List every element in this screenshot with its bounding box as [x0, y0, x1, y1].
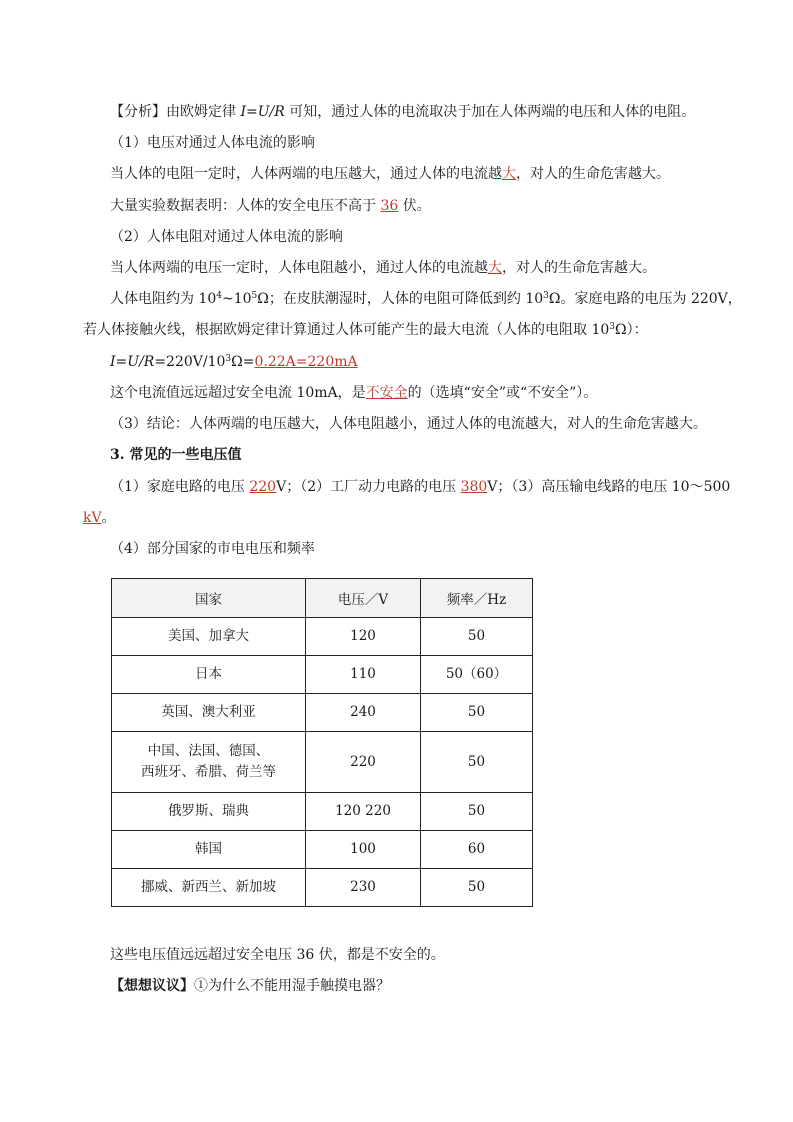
fill-blank-answer: 220 [249, 479, 277, 495]
resistance-text-d: Ω。家庭电路的电压为 220V， [548, 291, 742, 307]
table-row [112, 656, 533, 694]
calc-formula: I=U/R [110, 354, 155, 370]
fill-blank-answer: 大 [488, 260, 502, 276]
common-l2-e: 。 [101, 510, 116, 526]
think-question: ①为什么不能用湿手触摸电器？ [194, 978, 390, 994]
table-cell: 60 [421, 831, 533, 869]
section2-heading: （2）人体电阻对通过人体电流的影响 [110, 229, 343, 245]
table-cell: 美国、加拿大 [112, 618, 306, 656]
section2-line1-post: ，对人的生命危害越大。 [502, 260, 656, 276]
calc-mid: =220V/10 [154, 354, 226, 370]
resistance-text-a: 人体电阻约为 10 [110, 291, 217, 307]
resistance-text-b: ~10 [222, 291, 252, 307]
section1-heading: （1）电压对通过人体电流的影响 [110, 135, 315, 151]
common-l1-d: V；（3）高压输电线路的电压 10～500 [487, 479, 731, 495]
table-cell: 韩国 [112, 831, 306, 869]
table-row [112, 869, 533, 907]
conclusion-line: （3）结论：人体两端的电压越大，人体电阻越小，通过人体的电流越大，对人的生命危害越大。 [110, 416, 707, 432]
table-row [112, 831, 533, 869]
table-cell: 50 [421, 869, 533, 907]
table-cell: 50 [421, 618, 533, 656]
fill-blank-answer: 不安全 [365, 385, 408, 401]
section2-line1-pre: 当人体两端的电压一定时，人体电阻越小，通过人体的电流越 [110, 260, 488, 276]
section2-line3 [83, 320, 648, 340]
table-header-cell: 电压／V [306, 579, 421, 618]
exponent: 5 [251, 291, 258, 301]
table-cell: 50 [421, 793, 533, 831]
calc-intro-a: 若人体接触火线，根据欧姆定律计算通过人体可能产生的最大电流（人体的电阻取 10 [83, 322, 610, 338]
table-row [112, 618, 533, 656]
table-row [112, 694, 533, 732]
voltage-frequency-table [111, 578, 533, 907]
table-cell: 俄罗斯、瑞典 [112, 793, 306, 831]
ohm-formula: I=U/R [240, 104, 285, 120]
common-voltage-line3: （4）部分国家的市电电压和频率 [110, 541, 315, 557]
analysis-line [110, 102, 695, 122]
table-cell: 英国、澳大利亚 [112, 694, 306, 732]
common-voltage-heading: 3. 常见的一些电压值 [110, 447, 242, 463]
table-cell [112, 732, 306, 793]
section2-line5-pre: 这个电流值远远超过安全电流 10mA，是 [110, 385, 366, 401]
section2-line2 [110, 289, 742, 309]
table-header-row [112, 579, 533, 618]
section2-line5 [110, 383, 597, 403]
common-l1-a: （1）家庭电路的电压 [110, 479, 250, 495]
section2-line5-post: 的（选填“安全”或“不安全”）。 [407, 385, 598, 401]
country-line: 西班牙、希腊、荷兰等 [141, 764, 276, 780]
fill-blank-answer: 大 [502, 166, 516, 182]
section1-line1-pre: 当人体的电阻一定时，人体两端的电压越大，通过人体的电流越 [110, 166, 502, 182]
table-header-cell: 国家 [112, 579, 306, 618]
table-cell: 50 [421, 732, 533, 793]
common-voltage-line1 [110, 477, 730, 497]
fill-blank-answer: kV [83, 510, 102, 526]
exponent: 4 [216, 291, 222, 301]
table-cell: 220 [306, 732, 421, 793]
table-cell: 100 [306, 831, 421, 869]
table-cell: 120 [306, 618, 421, 656]
table-header-cell: 频率／Hz [421, 579, 533, 618]
analysis-pre: 由欧姆定律 [166, 104, 241, 120]
common-voltage-line2 [83, 508, 116, 528]
table-row [112, 793, 533, 831]
exponent: 3 [543, 291, 549, 301]
calculation-line [110, 352, 358, 372]
analysis-post: 可知，通过人体的电流取决于加在人体两端的电压和人体的电阻。 [284, 104, 696, 120]
table-cell: 120 220 [306, 793, 421, 831]
table-cell: 50 [421, 694, 533, 732]
table-row [112, 732, 533, 793]
think-tag: 【想想议议】 [110, 978, 194, 994]
section1-line2 [110, 196, 431, 216]
country-line: 中国、法国、德国、 [147, 743, 270, 759]
section1-line1-post: ，对人的生命危害越大。 [516, 166, 670, 182]
exponent: 3 [609, 322, 615, 332]
exponent: 3 [225, 354, 232, 364]
table-cell: 240 [306, 694, 421, 732]
analysis-tag: 【分析】 [110, 104, 166, 120]
fill-blank-answer: 36 [380, 198, 399, 214]
section1-line2-post: 伏。 [398, 198, 431, 214]
section2-line1 [110, 258, 656, 278]
calc-intro-b: Ω）： [615, 322, 648, 338]
table-cell: 230 [306, 869, 421, 907]
table-cell: 挪威、新西兰、新加坡 [112, 869, 306, 907]
section1-line2-pre: 大量实验数据表明：人体的安全电压不高于 [110, 198, 381, 214]
table-cell: 日本 [112, 656, 306, 694]
table-cell: 110 [306, 656, 421, 694]
resistance-text-c: Ω；在皮肤潮湿时，人体的电阻可降低到约 10 [257, 291, 544, 307]
common-l1-c: V；（2）工厂动力电路的电压 [276, 479, 461, 495]
after-table-note: 这些电压值远远超过安全电压 36 伏，都是不安全的。 [110, 947, 445, 963]
think-discuss-line [110, 976, 390, 996]
fill-blank-answer: 380 [460, 479, 488, 495]
calc-unit: Ω= [231, 354, 255, 370]
table-cell: 50（60） [421, 656, 533, 694]
section1-line1 [110, 164, 670, 184]
fill-blank-answer: 0.22A=220mA [254, 354, 358, 370]
